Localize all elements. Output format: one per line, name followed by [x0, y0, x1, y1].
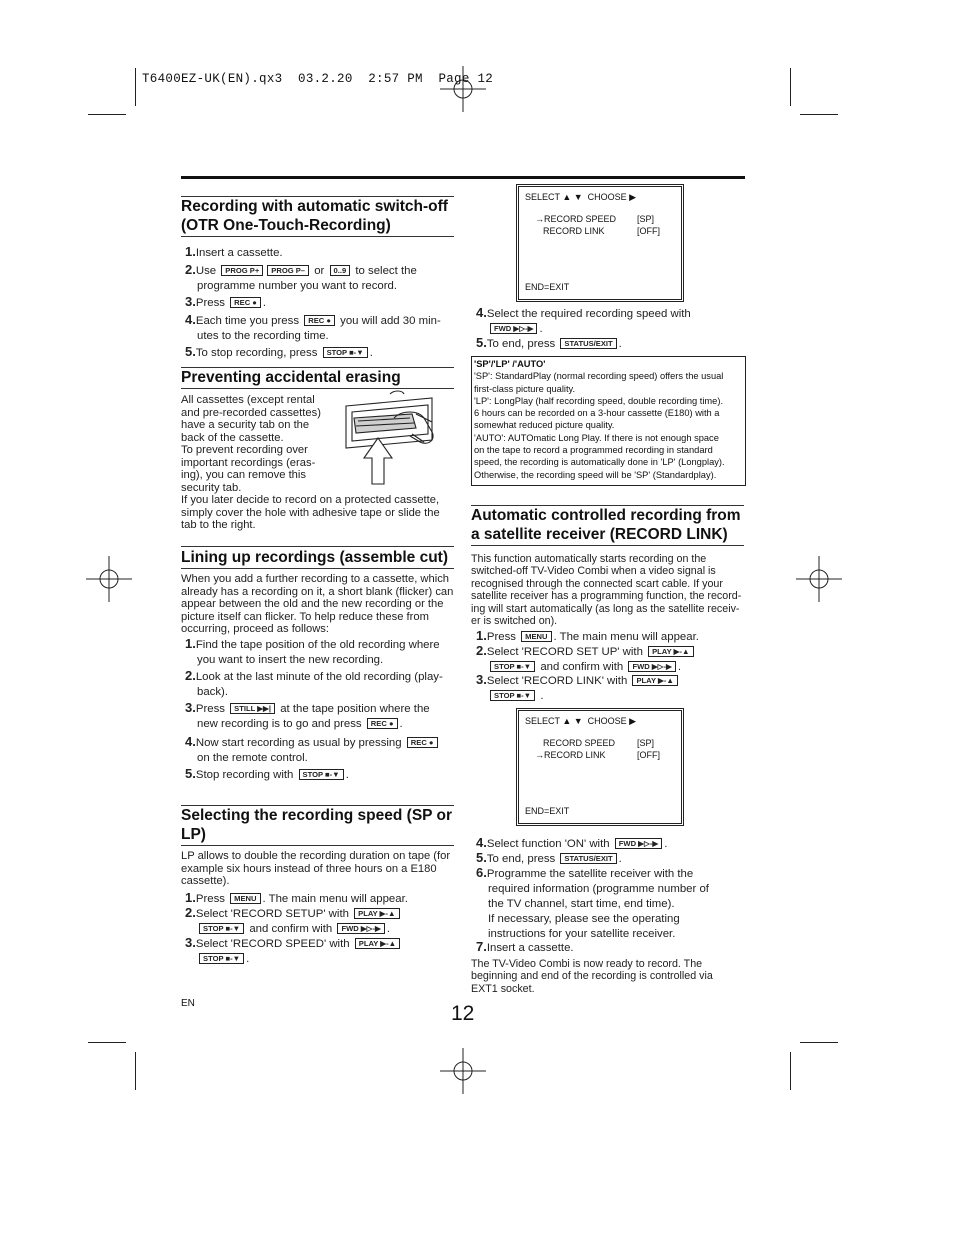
registration-mark — [86, 556, 132, 602]
registration-mark — [796, 556, 842, 602]
step-text: and confirm with — [540, 661, 624, 673]
step-text: Press — [195, 703, 225, 715]
step-text: Stop recording with — [195, 769, 294, 781]
rule — [181, 568, 454, 569]
step-text: Insert a cassette. — [486, 942, 574, 954]
step-number: 5. — [185, 344, 196, 359]
status-exit-key: STATUS/EXIT — [560, 853, 616, 864]
still-key: STILL ▶▶| — [230, 703, 275, 714]
step-text: Press — [195, 297, 225, 309]
step-text: . The main menu will appear. — [553, 631, 699, 643]
step-text: back). — [197, 686, 229, 698]
cassette-illustration — [332, 388, 454, 486]
stop-key: STOP ■-▼ — [490, 661, 535, 672]
step-number: 3. — [185, 700, 196, 715]
osd-row-label: →RECORD LINK — [535, 750, 606, 760]
step-text: utes to the recording time. — [197, 330, 329, 342]
step-number: 7. — [476, 939, 487, 954]
record-link-outro: The TV-Video Combi is now ready to record. The beginning and end of the recording is controlled via EXT1 socket. — [471, 958, 713, 995]
stop-key: STOP ■-▼ — [299, 769, 344, 780]
play-key: PLAY ▶-▲ — [632, 675, 677, 686]
speed-step-3: 3.Select 'RECORD SPEED' with PLAY ▶-▲ STOP ■-▼ . — [185, 935, 457, 967]
step-number: 4. — [476, 305, 487, 320]
status-exit-key: STATUS/EXIT — [560, 338, 616, 349]
osd-row-value: [SP] — [637, 214, 655, 224]
fwd-key: FWD ▶▷-▶ — [615, 838, 662, 849]
section-title-record-link: Automatic controlled recording from a satellite receiver (RECORD LINK) — [471, 507, 741, 543]
rec-key: REC ● — [304, 315, 335, 326]
section-title-assemble: Lining up recordings (assemble cut) — [181, 549, 448, 566]
step-text: at the tape position where the — [280, 703, 430, 715]
fwd-key: FWD ▶▷-▶ — [628, 661, 675, 672]
stop-key: STOP ■-▼ — [199, 953, 244, 964]
speed-step-2: 2.Select 'RECORD SETUP' with PLAY ▶-▲ STOP ■-▼ and confirm with FWD ▶▷-▶ . — [185, 905, 457, 937]
play-key: PLAY ▶-▲ — [355, 938, 400, 949]
crop-mark — [800, 1042, 838, 1043]
step-text: on the remote control. — [197, 752, 308, 764]
otr-step-4 — [185, 312, 455, 344]
osd-footer: END=EXIT — [525, 282, 570, 292]
link-step-4: 4.Select function 'ON' with FWD ▶▷-▶ . — [476, 835, 668, 850]
assemble-step-5: 5.Stop recording with STOP ■-▼ . — [185, 766, 349, 781]
osd-row-value: [SP] — [637, 738, 655, 748]
otr-step-2 — [185, 262, 455, 294]
prog-plus-key: PROG P+ — [221, 265, 263, 276]
step-text: Select function 'ON' with — [486, 838, 610, 850]
otr-step-3: 3.Press REC ● . — [185, 294, 267, 309]
step-text: Select 'RECORD SET UP' with — [486, 646, 643, 658]
crop-mark — [88, 114, 126, 115]
step-text: to select the — [355, 265, 417, 277]
rule — [471, 545, 744, 546]
rule — [181, 845, 454, 846]
stop-key: STOP ■-▼ — [323, 347, 368, 358]
step-text: If necessary, please see the operating — [488, 913, 680, 925]
osd-row-label: RECORD LINK — [543, 226, 605, 236]
step-number: 2. — [185, 905, 196, 920]
info-line: 6 hours can be recorded on a 3-hour cassette (E180) with a — [474, 408, 720, 419]
osd-footer: END=EXIT — [525, 806, 570, 816]
step-number: 1. — [185, 890, 196, 905]
page-number: 12 — [451, 1002, 475, 1025]
info-line: 'LP': LongPlay (half recording speed, double recording time). — [474, 395, 724, 406]
step-text: To end, press — [486, 338, 556, 350]
info-line: speed, the recording is automatically done in 'LP' (Longplay). — [474, 457, 725, 468]
step-text: Select 'RECORD SPEED' with — [195, 938, 350, 950]
step-text: Each time you press — [195, 315, 300, 327]
step-text: the TV channel, start time, end time). — [488, 898, 675, 910]
step-text: Press — [195, 893, 225, 905]
assemble-step-3: 3.Press STILL ▶▶| at the tape position where the new recording is to go and press REC ● . — [185, 700, 430, 730]
step-number: 3. — [185, 294, 196, 309]
step-number: 2. — [476, 643, 487, 658]
step-text: Programme the satellite receiver with the — [486, 868, 694, 880]
step-number: 5. — [185, 766, 196, 781]
step-number: 5. — [476, 335, 487, 350]
step-text: Use — [195, 265, 217, 277]
step-number: 4. — [476, 835, 487, 850]
step-text: instructions for your satellite receiver. — [488, 928, 676, 940]
step-number: 4. — [185, 312, 196, 327]
step-text: programme number you want to record. — [197, 280, 398, 292]
info-line: on the tape to record a programmed recording in standard — [474, 445, 713, 456]
step-number: 6. — [476, 865, 487, 880]
step-text: or — [314, 265, 325, 277]
fwd-key: FWD ▶▷-▶ — [337, 923, 384, 934]
link-step-5: 5.To end, press STATUS/EXIT . — [476, 850, 622, 865]
link-step-3: 3.Select 'RECORD LINK' with PLAY ▶-▲ STOP ■-▼ . — [476, 672, 746, 704]
record-link-intro: This function automatically starts recording on the switched-off TV-Video Combi when a video signal is recognised through the connected scart cable. If your satellite receiver has a programming function, the record-ing will start automatically (as long as the satellite receiv-er is switched on). — [471, 553, 742, 628]
step-text: To end, press — [486, 853, 556, 865]
speed-step-5: 5.To end, press STATUS/EXIT . — [476, 335, 622, 350]
menu-key: MENU — [230, 893, 260, 904]
registration-mark — [440, 1048, 486, 1094]
rule — [181, 546, 454, 547]
section-title-otr: Recording with automatic switch-off (OTR One-Touch-Recording) — [181, 198, 448, 234]
step-text: Look at the last minute of the old recording (play- — [195, 671, 443, 683]
step-number: 4. — [185, 734, 196, 749]
rec-key: REC ● — [367, 718, 398, 729]
step-text: Now start recording as usual by pressing — [195, 737, 402, 749]
step-text: Find the tape position of the old recording where — [195, 639, 440, 651]
speed-intro: LP allows to double the recording duration on tape (for example six hours instead of three hours on a E180 cassette). — [181, 850, 451, 888]
assemble-step-4 — [185, 734, 457, 766]
play-key: PLAY ▶-▲ — [648, 646, 693, 657]
step-number: 1. — [185, 636, 196, 651]
rec-key: REC ● — [407, 737, 438, 748]
step-number: 3. — [185, 935, 196, 950]
link-step-7 — [476, 939, 746, 956]
info-line: first-class picture quality. — [474, 383, 576, 394]
fwd-key: FWD ▶▷-▶ — [490, 323, 537, 334]
step-text: . The main menu will appear. — [262, 893, 408, 905]
info-line: Otherwise, the recording speed will be 'SP' (Standardplay). — [474, 469, 717, 480]
section-title-speed: Selecting the recording speed (SP or LP) — [181, 807, 453, 843]
speed-info-box — [471, 356, 746, 486]
speed-step-4: 4.Select the required recording speed with FWD ▶▷-▶ . — [476, 305, 691, 335]
assemble-intro: When you add a further recording to a cassette, which already has a recording on it, a short blank (flicker) can appear between the old and the new recording or the picture itself can flicker. To help reduce these from occurring, proceed as follows: — [181, 573, 454, 636]
print-slug: T6400EZ-UK(EN).qx3 03.2.20 2:57 PM Page 12 — [142, 72, 494, 86]
crop-mark — [790, 68, 791, 106]
assemble-step-1 — [185, 636, 457, 668]
step-text: and confirm with — [249, 923, 333, 935]
otr-step-1 — [185, 244, 455, 261]
otr-step-5: 5.To stop recording, press STOP ■-▼ . — [185, 344, 373, 359]
info-line: 'SP': StandardPlay (normal recording speed) offers the usual — [474, 371, 724, 382]
top-rule — [181, 176, 745, 179]
step-number: 1. — [185, 244, 196, 259]
step-number: 3. — [476, 672, 487, 687]
digits-key: 0..9 — [330, 265, 351, 276]
osd-menu-record-speed — [516, 184, 684, 302]
step-text: Insert a cassette. — [195, 247, 283, 259]
erase-paragraph-1: All cassettes (except rental and pre-recorded cassettes) have a security tab on the back of the cassette. — [181, 394, 321, 444]
step-text: you want to insert the new recording. — [197, 654, 384, 666]
play-key: PLAY ▶-▲ — [354, 908, 399, 919]
section-title-erase: Preventing accidental erasing — [181, 369, 401, 386]
osd-row-value: [OFF] — [637, 750, 660, 760]
step-text: Select the required recording speed with — [486, 308, 691, 320]
step-text: To stop recording, press — [195, 347, 318, 359]
step-text: Press — [486, 631, 516, 643]
info-title: 'SP'/'LP' /'AUTO' — [474, 359, 546, 369]
osd-menu-record-link — [516, 708, 684, 826]
prog-minus-key: PROG P– — [267, 265, 309, 276]
menu-key: MENU — [521, 631, 551, 642]
link-step-2: 2.Select 'RECORD SET UP' with PLAY ▶-▲ STOP ■-▼ and confirm with FWD ▶▷-▶ . — [476, 643, 746, 675]
step-number: 2. — [185, 668, 196, 683]
crop-mark — [88, 1042, 126, 1043]
info-line: somewhat reduced picture quality. — [474, 420, 615, 431]
erase-paragraph-3: If you later decide to record on a protected cassette, simply cover the hole with adhesive tape or slide the tab to the right. — [181, 494, 440, 532]
step-text: Select 'RECORD LINK' with — [486, 675, 628, 687]
step-number: 2. — [185, 262, 196, 277]
osd-row-label: →RECORD SPEED — [535, 214, 617, 224]
link-step-6 — [476, 865, 746, 942]
crop-mark — [790, 1052, 791, 1090]
osd-row-label: RECORD SPEED — [543, 738, 616, 748]
step-number: 1. — [476, 628, 487, 643]
language-code: EN — [181, 998, 195, 1009]
step-text: new recording is to go and press — [197, 718, 362, 730]
rec-key: REC ● — [230, 297, 261, 308]
osd-header: SELECT ▲ ▼ CHOOSE ▶ — [525, 192, 637, 202]
info-line: 'AUTO': AUTOmatic Long Play. If there is not enough space — [474, 432, 719, 443]
stop-key: STOP ■-▼ — [199, 923, 244, 934]
step-number: 5. — [476, 850, 487, 865]
step-text: required information (programme number of — [488, 883, 709, 895]
crop-mark — [800, 114, 838, 115]
assemble-step-2 — [185, 668, 457, 700]
osd-row-value: [OFF] — [637, 226, 660, 236]
step-text: you will add 30 min- — [340, 315, 441, 327]
crop-mark — [135, 1052, 136, 1090]
stop-key: STOP ■-▼ — [490, 690, 535, 701]
erase-paragraph-2: To prevent recording over important recordings (eras-ing), you can remove this security tab. — [181, 444, 316, 494]
osd-header: SELECT ▲ ▼ CHOOSE ▶ — [525, 716, 637, 726]
crop-mark — [135, 68, 136, 106]
rule — [181, 236, 454, 237]
step-text: Select 'RECORD SETUP' with — [195, 908, 349, 920]
